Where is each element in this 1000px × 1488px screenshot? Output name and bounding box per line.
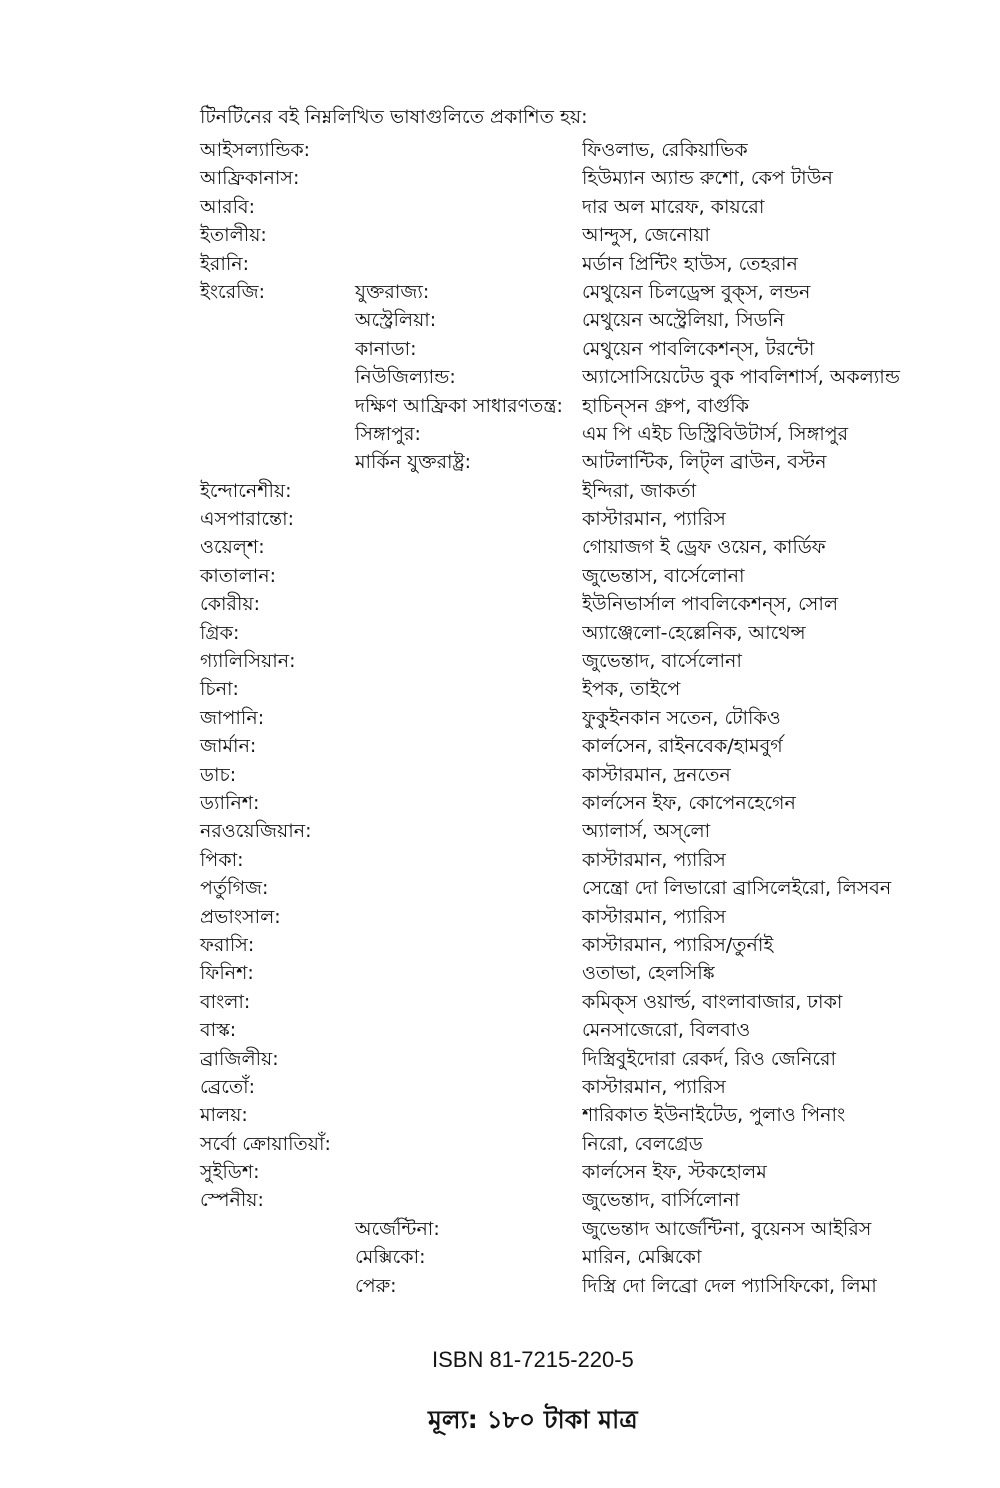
language-label: এসপারান্তো: xyxy=(200,508,295,531)
publisher-name: ইউনিভার্সাল পাবলিকেশন্‌স, সোল xyxy=(582,593,839,616)
publisher-name: গোয়াজগ ই ড্রেফ ওয়েন, কার্ডিফ xyxy=(582,536,826,559)
publisher-name: দিস্ত্রিবুইদোরা রেকর্দ, রিও জেনিরো xyxy=(582,1047,837,1070)
publisher-name: কাস্টারমান, প্যারিস xyxy=(582,905,726,928)
publisher-name: অ্যাঞ্জেলো-হেল্লেনিক, আথেন্স xyxy=(582,621,806,644)
publisher-name: মেথুয়েন চিলড্রেন্স বুক্‌স, লন্ডন xyxy=(582,280,811,303)
language-label: নরওয়েজিয়ান: xyxy=(200,820,312,843)
region-label: মার্কিন যুক্তরাষ্ট্র: xyxy=(355,451,472,474)
language-label: বাস্ক: xyxy=(200,1019,237,1042)
language-label: ওয়েল্‌শ: xyxy=(200,536,265,559)
entry-row xyxy=(200,817,980,845)
publisher-name: মর্ডান প্রিন্টিং হাউস, তেহরান xyxy=(582,252,798,275)
language-label: ব্রাজিলীয়: xyxy=(200,1047,279,1070)
language-label: আরবি: xyxy=(200,195,256,218)
publisher-name: কার্লসেন ইফ, স্টকহোলম xyxy=(582,1161,767,1184)
entry-row xyxy=(200,420,980,448)
language-label: ব্রেতোঁ: xyxy=(200,1075,256,1098)
language-label: চিনা: xyxy=(200,678,239,701)
publisher-name: কমিক্‌স ওয়ার্ল্ড, বাংলাবাজার, ঢাকা xyxy=(582,990,843,1013)
language-label: গ্যালিসিয়ান: xyxy=(200,650,296,673)
entry-row xyxy=(200,1272,980,1300)
entry-row xyxy=(200,306,980,334)
language-label: পর্তুগিজ: xyxy=(200,877,269,900)
entry-row xyxy=(200,761,980,789)
language-label: স্পেনীয়: xyxy=(200,1189,264,1212)
publisher-name: ওতাভা, হেলসিঙ্কি xyxy=(582,962,715,985)
publisher-name: কাস্টারমান, প্যারিস xyxy=(582,1075,726,1098)
language-label: ফরাসি: xyxy=(200,933,255,956)
language-label: কাতালান: xyxy=(200,564,276,587)
entry-row xyxy=(200,1215,980,1243)
language-label: আইসল্যান্ডিক: xyxy=(200,139,311,161)
entry-row xyxy=(200,1016,980,1044)
publisher-name: জুভেন্তাদ, বার্সিলোনা xyxy=(582,1189,740,1212)
language-label: জার্মান: xyxy=(200,735,257,758)
intro-heading: টিনটিনের বই নিম্নলিখিত ভাষাগুলিতে প্রকাশিত হয়: xyxy=(200,106,588,128)
entry-row xyxy=(200,193,980,221)
entry-row xyxy=(200,590,980,618)
entry-row xyxy=(200,732,980,760)
language-label: প্রভাংসাল: xyxy=(200,905,281,928)
publisher-name: কার্লসেন ইফ, কোপেনহেগেন xyxy=(582,791,796,814)
entry-row xyxy=(200,448,980,476)
publisher-name: কার্লসেন, রাইনবেক/হামবুর্গ xyxy=(582,735,783,758)
language-label: ফিনিশ: xyxy=(200,962,254,985)
publisher-list xyxy=(200,136,980,1300)
region-label: যুক্তরাজ্য: xyxy=(355,280,430,303)
publisher-name: জুভেন্তাদ, বার্সেলোনা xyxy=(582,650,742,673)
language-label: বাংলা: xyxy=(200,990,251,1013)
entry-row xyxy=(200,392,980,420)
entry-row xyxy=(200,562,980,590)
entry-row xyxy=(200,250,980,278)
entry-row xyxy=(200,1073,980,1101)
entry-row xyxy=(200,988,980,1016)
entry-row xyxy=(200,704,980,732)
region-label: অস্ট্রেলিয়া: xyxy=(355,309,437,332)
language-label: ইন্দোনেশীয়: xyxy=(200,479,292,502)
publisher-name: দার অল মারেফ, কায়রো xyxy=(582,195,765,218)
publisher-name: ইপক, তাইপে xyxy=(582,678,681,701)
language-label: ইংরেজি: xyxy=(200,280,265,303)
publisher-name: মেথুয়েন অস্ট্রেলিয়া, সিডনি xyxy=(582,309,785,332)
isbn-number: ISBN 81-7215-220-5 xyxy=(432,1347,634,1372)
publisher-name: দিস্ত্রি দো লিব্রো দেল প্যাসিফিকো, লিমা xyxy=(582,1274,877,1297)
language-label: ডাচ: xyxy=(200,763,237,786)
entry-row xyxy=(200,136,980,164)
publisher-name: নিরো, বেলগ্রেড xyxy=(582,1132,703,1155)
language-label: সুইডিশ: xyxy=(200,1161,260,1184)
language-label: পিকা: xyxy=(200,848,244,871)
entry-row xyxy=(200,1130,980,1158)
region-label: নিউজিল্যান্ড: xyxy=(355,366,456,389)
entry-row xyxy=(200,789,980,817)
publisher-name: জুভেন্তাস, বার্সেলোনা xyxy=(582,564,745,587)
entry-row xyxy=(200,1101,980,1129)
entry-row xyxy=(200,164,980,192)
publisher-name: এম পি এইচ ডিস্ট্রিবিউটার্স, সিঙ্গাপুর xyxy=(582,422,849,445)
publisher-name: সেন্ত্রো দো লিভারো ব্রাসিলেইরো, লিসবন xyxy=(582,877,892,900)
entry-row xyxy=(200,647,980,675)
entry-row xyxy=(200,931,980,959)
region-label: কানাডা: xyxy=(355,337,417,360)
publisher-name: শারিকাত ইউনাইটেড, পুলাও পিনাং xyxy=(582,1104,846,1127)
publisher-name: কাস্টারমান, প্যারিস xyxy=(582,848,726,871)
publisher-name: কাস্টারমান, প্যারিস xyxy=(582,508,726,531)
publisher-name: ফুকুইনকান সতেন, টোকিও xyxy=(582,706,781,729)
entry-row xyxy=(200,477,980,505)
publisher-name: আটলান্টিক, লিট্‌ল ব্রাউন, বস্টন xyxy=(582,451,827,474)
region-label: অর্জেন্টিনা: xyxy=(355,1217,440,1240)
language-label: গ্রিক: xyxy=(200,621,240,644)
entry-row xyxy=(200,221,980,249)
region-label: মেক্সিকো: xyxy=(355,1246,426,1269)
entry-row xyxy=(200,335,980,363)
publisher-name: হিউম্যান অ্যান্ড রুশো, কেপ টাউন xyxy=(582,167,833,190)
language-label: ইতালীয়: xyxy=(200,224,267,247)
region-label: পেরু: xyxy=(355,1274,397,1297)
entry-row xyxy=(200,1158,980,1186)
publisher-name: হাচিন্‌সন গ্রুপ, বার্গুকি xyxy=(582,394,750,417)
region-label: দক্ষিণ আফ্রিকা সাধারণতন্ত্র: xyxy=(355,394,563,417)
entry-row xyxy=(200,959,980,987)
language-label: সর্বো ক্রোয়াতিয়াঁ: xyxy=(200,1132,331,1155)
entry-row xyxy=(200,675,980,703)
language-label: ইরানি: xyxy=(200,252,250,275)
publisher-name: কাস্টারমান, দ্রনতেন xyxy=(582,763,731,786)
publisher-name: অ্যালার্স, অস্‌লো xyxy=(582,820,711,843)
language-label: কোরীয়: xyxy=(200,593,260,616)
region-label: সিঙ্গাপুর: xyxy=(355,422,421,445)
publisher-name: মেনসাজেরো, বিলবাও xyxy=(582,1019,751,1042)
publisher-name: ফিওলাভ, রেকিয়াভিক xyxy=(582,139,748,161)
language-label: মালয়: xyxy=(200,1104,248,1127)
entry-row xyxy=(200,874,980,902)
publisher-name: মারিন, মেক্সিকো xyxy=(582,1246,702,1269)
price-label: মূল্য: ১৮০ টাকা মাত্র xyxy=(428,1405,638,1434)
entry-row xyxy=(200,533,980,561)
entry-row xyxy=(200,278,980,306)
entry-row xyxy=(200,505,980,533)
entry-row xyxy=(200,1045,980,1073)
entry-row xyxy=(200,846,980,874)
publisher-name: মেথুয়েন পাবলিকেশন্‌স, টরন্টো xyxy=(582,337,815,360)
publisher-name: জুভেন্তাদ আর্জেন্টিনা, বুয়েনস আইরিস xyxy=(582,1217,872,1240)
entry-row xyxy=(200,903,980,931)
publisher-name: আন্দুস, জেনোয়া xyxy=(582,224,710,247)
publisher-name: ইন্দিরা, জাকর্তা xyxy=(582,479,697,502)
publisher-name: কাস্টারমান, প্যারিস/তুর্নাই xyxy=(582,933,774,956)
entry-row xyxy=(200,1243,980,1271)
language-label: ড্যানিশ: xyxy=(200,791,260,814)
entry-row xyxy=(200,1186,980,1214)
language-label: জাপানি: xyxy=(200,706,265,729)
language-label: আফ্রিকানাস: xyxy=(200,167,300,190)
entry-row xyxy=(200,619,980,647)
entry-row xyxy=(200,363,980,391)
publisher-name: অ্যাসোসিয়েটেড বুক পাবলিশার্স, অকল্যান্ড xyxy=(582,366,900,389)
